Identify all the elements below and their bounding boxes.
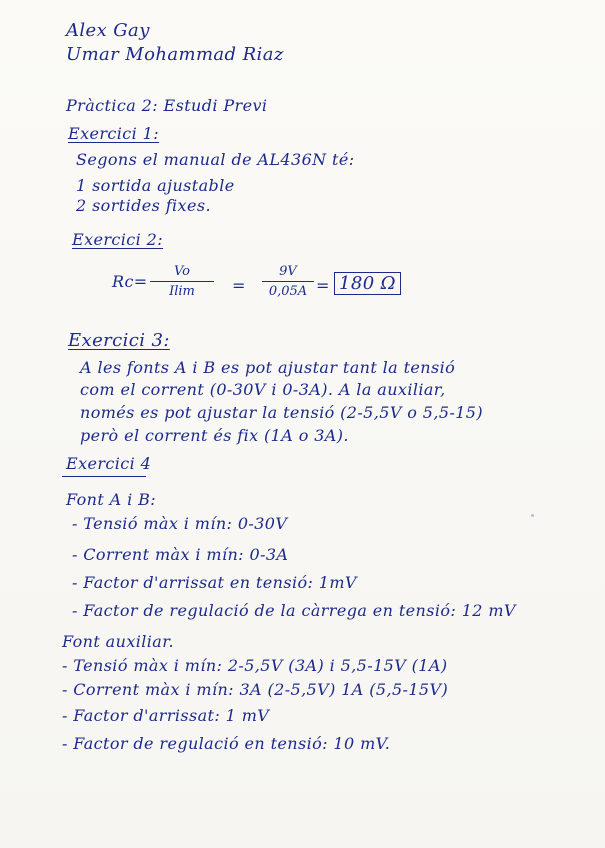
author-name: Alex Gay: [66, 20, 150, 41]
exercise-3-line: només es pot ajustar la tensió (2-5,5V o 5,5-15): [80, 403, 484, 422]
exercise-1-heading: Exercici 1:: [68, 124, 160, 143]
font-aux-item: - Factor d'arrissat: 1 mV: [62, 706, 270, 725]
fraction-bar: [262, 281, 314, 282]
font-ab-item: - Tensió màx i mín: 0-30V: [72, 514, 288, 533]
fraction-9v-005a: [262, 264, 314, 299]
fraction-bar: [150, 281, 214, 282]
font-ab-label: Font A i B:: [66, 490, 157, 509]
font-ab-item: - Factor de regulació de la càrrega en tensió: 12 mV: [72, 601, 516, 620]
exercise-1-line: 2 sortides fixes.: [76, 196, 211, 215]
author-name: Umar Mohammad Riaz: [66, 44, 284, 65]
formula-lhs: Rc=: [112, 272, 148, 291]
font-ab-item: - Factor d'arrissat en tensió: 1mV: [72, 573, 357, 592]
exercise-2-heading: Exercici 2:: [72, 230, 164, 249]
result-box: [334, 273, 401, 294]
exercise-3-line: A les fonts A i B es pot ajustar tant la tensió: [80, 358, 456, 377]
exercise-1-line: 1 sortida ajustable: [76, 176, 235, 195]
font-aux-item: - Tensió màx i mín: 2-5,5V (3A) i 5,5-15V (1A): [62, 656, 448, 675]
exercise-3-heading: Exercici 3:: [68, 330, 170, 351]
paper-speck: [531, 514, 534, 517]
practice-title: Pràctica 2: Estudi Previ: [66, 96, 268, 115]
font-aux-item: - Corrent màx i mín: 3A (2-5,5V) 1A (5,5-15V): [62, 680, 449, 699]
fraction-numerator: 9V: [279, 264, 297, 279]
font-aux-label: Font auxiliar.: [62, 632, 175, 651]
exercise-3-line: però el corrent és fix (1A o 3A).: [80, 426, 349, 445]
exercise-1-line: Segons el manual de AL436N té:: [76, 150, 355, 169]
heading-underline: [62, 476, 146, 477]
font-ab-item: - Corrent màx i mín: 0-3A: [72, 545, 289, 564]
exercise-4-heading: Exercici 4: [66, 454, 152, 473]
font-aux-item: - Factor de regulació en tensió: 10 mV.: [62, 734, 391, 753]
fraction-denominator: 0,05A: [268, 284, 308, 299]
exercise-3-line: com el corrent (0-30V i 0-3A). A la auxiliar,: [80, 380, 446, 399]
equals-sign: =: [232, 276, 246, 295]
result-value: 180 Ω: [334, 272, 401, 295]
fraction-denominator: Ilim: [169, 284, 195, 299]
equals-sign: =: [316, 276, 330, 295]
fraction-vo-ilim: [150, 264, 214, 299]
fraction-numerator: Vo: [173, 264, 191, 279]
